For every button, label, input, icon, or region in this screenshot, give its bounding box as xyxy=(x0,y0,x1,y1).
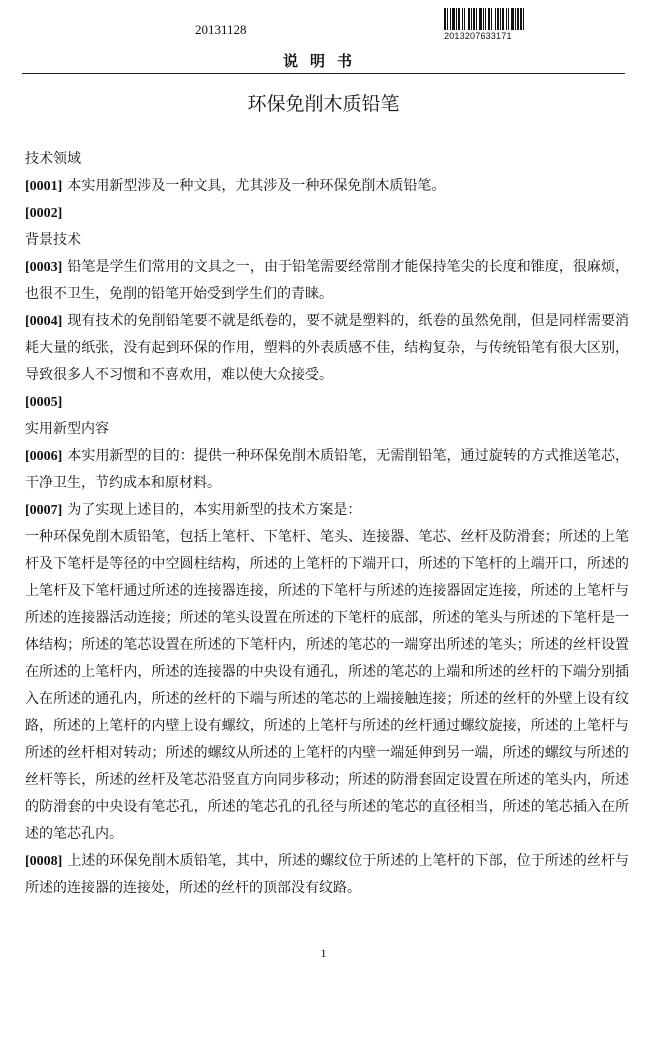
paragraph-technical-solution xyxy=(25,524,629,848)
section-heading-summary xyxy=(25,416,629,443)
paragraph-text: 一种环保免削木质铅笔，包括上笔杆、下笔杆、笔头、连接器、笔芯、丝杆及防滑套；所述的上笔杆及下笔杆是等径的中空圆柱结构，所述的上笔杆的下端开口，所述的下笔杆的上端开口，所述的上笔杆及下笔杆通过所述的连接器连接，所述的下笔杆与所述的连接器固定连接，所述的上笔杆与所述的连接器活动连接；所述的笔头设置在所述的下笔杆的底部，所述的笔头与所述的下笔杆是一体结构；所述的笔芯设置在所述的下笔杆内，所述的笔芯的一端穿出所述的笔头；所述的丝杆设置在所述的上笔杆内，所述的连接器的中央设有通孔，所述的笔芯的上端和所述的丝杆的下端分别插入在所述的通孔内，所述的丝杆的下端与所述的笔芯的上端接触连接；所述的丝杆的外壁上设有纹路，所述的上笔杆的内壁上设有螺纹，所述的上笔杆与所述的丝杆通过螺纹旋接，所述的上笔杆与所述的丝杆相对转动；所述的螺纹从所述的上笔杆的内壁一端延伸到另一端，所述的螺纹与所述的丝杆等长，所述的丝杆及笔芯沿竖直方向同步移动；所述的防滑套固定设置在所述的笔头内，所述的防滑套的中央设有笔芯孔，所述的笔芯孔的孔径与所述的笔芯的直径相当，所述的笔芯插入在所述的笔芯孔内。 xyxy=(25,529,629,842)
paragraph-text: 背景技术 xyxy=(25,232,81,248)
paragraph-number: [0004] xyxy=(25,314,63,329)
paragraph-text: 为了实现上述目的，本实用新型的技术方案是： xyxy=(67,502,362,518)
paragraph-number: [0006] xyxy=(25,449,63,464)
header-divider xyxy=(22,73,625,74)
paragraph-0006 xyxy=(25,443,629,497)
document-type-heading: 说明书 xyxy=(282,52,364,70)
section-heading-background xyxy=(25,227,629,254)
paragraph-number: [0005] xyxy=(25,395,63,410)
barcode-number: 2013207633171 xyxy=(444,31,512,41)
document-date: 20131128 xyxy=(195,22,247,37)
paragraph-text: 实用新型内容 xyxy=(25,421,109,437)
paragraph-number: [0003] xyxy=(25,260,63,275)
paragraph-0008 xyxy=(25,848,629,902)
barcode-image xyxy=(444,8,558,30)
page-number: 1 xyxy=(320,946,327,960)
paragraph-number: [0007] xyxy=(25,503,63,518)
paragraph-0002 xyxy=(25,200,629,227)
paragraph-number: [0001] xyxy=(25,179,63,194)
paragraph-text: 技术领域 xyxy=(25,151,81,167)
paragraph-0003 xyxy=(25,254,629,308)
paragraph-number: [0008] xyxy=(25,854,63,869)
paragraph-0001 xyxy=(25,173,629,200)
document-body xyxy=(25,146,629,902)
paragraph-0005 xyxy=(25,389,629,416)
paragraph-text: 本实用新型涉及一种文具，尤其涉及一种环保免削木质铅笔。 xyxy=(67,178,446,194)
paragraph-0004 xyxy=(25,308,629,389)
document-title: 环保免削木质铅笔 xyxy=(247,93,400,115)
paragraph-0007 xyxy=(25,497,629,524)
paragraph-text: 本实用新型的目的：提供一种环保免削木质铅笔，无需削铅笔，通过旋转的方式推送笔芯，干净卫生，节约成本和原材料。 xyxy=(25,448,629,491)
paragraph-text: 铅笔是学生们常用的文具之一，由于铅笔需要经常削才能保持笔尖的长度和锥度，很麻烦，也很不卫生，免削的铅笔开始受到学生们的青睐。 xyxy=(25,259,629,302)
paragraph-text: 现有技术的免削铅笔要不就是纸卷的，要不就是塑料的，纸卷的虽然免削，但是同样需要消耗大量的纸张，没有起到环保的作用，塑料的外表质感不佳，结构复杂，与传统铅笔有很大区别，导致很多人不习惯和不喜欢用，难以使大众接受。 xyxy=(25,313,629,383)
paragraph-text: 上述的环保免削木质铅笔，其中，所述的螺纹位于所述的上笔杆的下部，位于所述的丝杆与所述的连接器的连接处，所述的丝杆的顶部没有纹路。 xyxy=(25,853,629,896)
section-heading-technical-field xyxy=(25,146,629,173)
paragraph-number: [0002] xyxy=(25,206,63,221)
barcode-block xyxy=(444,8,558,41)
